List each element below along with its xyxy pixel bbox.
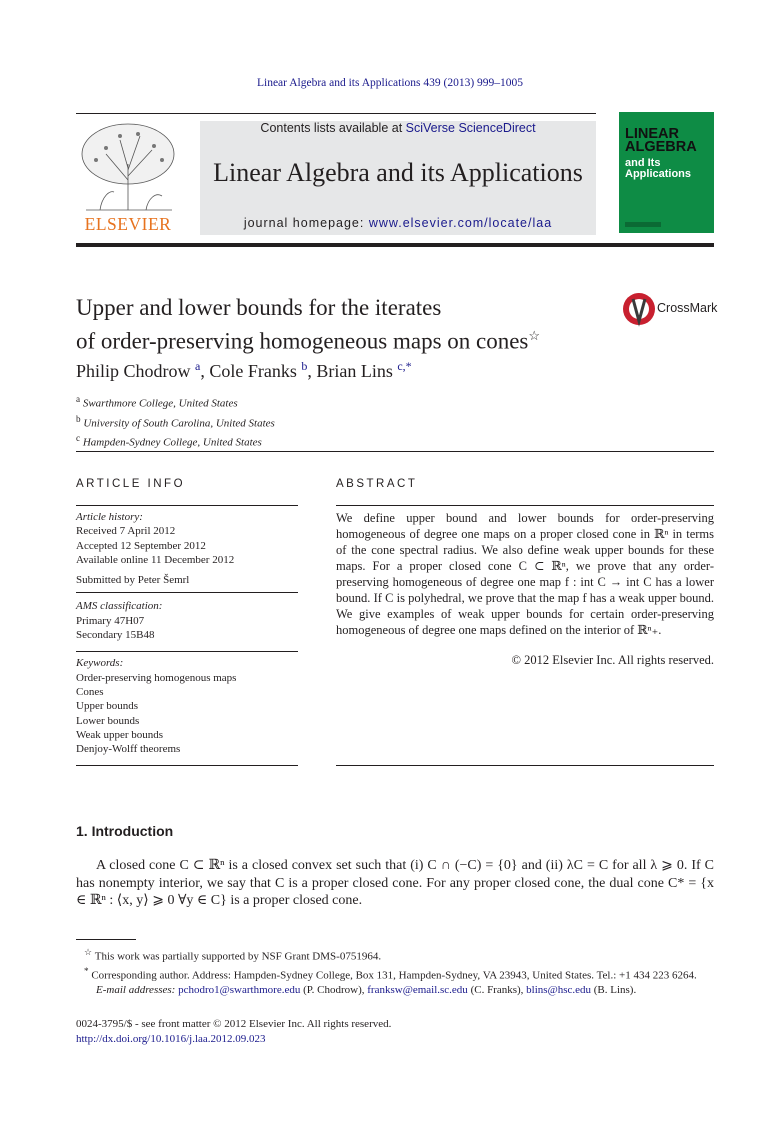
author-affiliation-link[interactable]: a	[195, 359, 201, 373]
abstract-rule	[336, 765, 714, 766]
author-name: Brian Lins	[316, 361, 393, 381]
affiliation-item	[76, 412, 275, 432]
keyword-item: Weak upper bounds	[76, 728, 164, 741]
affiliation-mark: a	[76, 394, 81, 404]
footnote-text: Corresponding author. Address: Hampden-Sydney College, Box 131, Hampden-Sydney, VA 23943, United States. Tel.: +1 434 223 6264.	[91, 969, 697, 982]
author-name: Philip Chodrow	[76, 361, 191, 381]
author-list: Philip Chodrow $^a$, Cole Franks $^b$, Brian Lins $^{c,*}$	[76, 359, 412, 381]
email-owner: (B. Lins).	[593, 984, 637, 997]
crossmark-icon[interactable]	[621, 291, 657, 327]
cover-subtitle-line2: Applications	[625, 168, 692, 180]
author-affiliation-link[interactable]: b	[301, 359, 308, 373]
footnote-corresponding	[76, 964, 714, 983]
affiliation-text: Hampden-Sydney College, United States	[82, 436, 262, 449]
affiliation-mark: c	[76, 433, 81, 444]
abstract-heading: ABSTRACT	[336, 478, 418, 490]
ams-label: AMS classification:	[76, 600, 163, 613]
footnote-funding	[76, 945, 714, 964]
affiliation-text: Swarthmore College, United States	[82, 397, 238, 410]
contents-line	[200, 121, 596, 135]
email-link[interactable]: franksw@email.sc.edu	[367, 984, 468, 997]
affiliation-item	[76, 431, 275, 451]
keyword-item: Lower bounds	[76, 714, 140, 727]
cover-footer-mark	[625, 222, 661, 227]
author-affiliation-link[interactable]: c,*	[397, 359, 412, 373]
history-label: Article history:	[76, 511, 143, 523]
info-rule	[76, 592, 298, 593]
email-link[interactable]: pchodro1@swarthmore.edu	[178, 984, 301, 997]
accepted-date: Accepted 12 September 2012	[76, 539, 206, 552]
keyword-item: Denjoy-Wolff theorems	[76, 743, 181, 756]
author-name: Cole Franks	[209, 361, 297, 381]
cover-title-line1: LINEAR	[625, 126, 679, 142]
elsevier-wordmark: ELSEVIER	[84, 214, 172, 234]
footnote-text: This work was partially supported by NSF Grant DMS-0751964.	[94, 950, 382, 963]
ams-secondary: Secondary 15B48	[76, 629, 155, 642]
sciencedirect-link[interactable]: SciVerse ScienceDirect	[405, 121, 536, 135]
cover-title-line2: ALGEBRA	[625, 139, 697, 155]
homepage-prefix: journal homepage:	[243, 216, 369, 230]
affiliation-text: University of South Carolina, United States	[83, 417, 275, 430]
front-matter	[76, 1017, 391, 1046]
contents-prefix: Contents lists available at	[260, 121, 406, 135]
title-line-2	[76, 322, 616, 356]
affiliation-rule	[76, 451, 714, 452]
email-label: E-mail addresses:	[96, 984, 176, 997]
article-info	[76, 510, 298, 756]
homepage-link[interactable]: www.elsevier.com/locate/laa	[368, 216, 553, 230]
title-line-2-text: of order-preserving homogeneous maps on cones	[76, 328, 529, 354]
issn-line: 0024-3795/$ - see front matter © 2012 Elsevier Inc. All rights reserved.	[76, 1018, 392, 1030]
ams-primary: Primary 47H07	[76, 614, 145, 627]
online-date: Available online 11 December 2012	[76, 553, 235, 566]
info-rule	[76, 765, 298, 766]
footnote-mark: *	[84, 966, 89, 977]
keywords-label: Keywords:	[76, 657, 124, 670]
abstract-text: We define upper bound and lower bounds for order-preserving homogeneous of degree one maps on a proper closed cone in ℝⁿ in terms of the cone spectral radius. We also define weak upper bounds for these maps. For a proper closed cone C ⊂ ℝⁿ, we prove that any order-preserving homogeneous of degree one map f : int C → int C has a lower bound. If C is polyhedral, we prove that the map f has a weak upper bound. We give examples of weak upper bounds for certain order-preserving homogeneous of degree one maps defined on the interior of ℝⁿ₊.	[336, 511, 714, 637]
footnote-rule	[76, 939, 136, 940]
article-info-heading: ARTICLE INFO	[76, 478, 186, 490]
abstract-rule	[336, 505, 714, 506]
journal-cover	[619, 112, 714, 233]
affiliation-list	[76, 392, 275, 451]
crossmark-label[interactable]: CrossMark	[657, 301, 718, 315]
keyword-item: Order-preserving homogenous maps	[76, 671, 237, 684]
header-thick-rule	[76, 243, 714, 247]
section-heading: 1. Introduction	[76, 823, 174, 839]
footnote-mark: ☆	[84, 947, 93, 957]
doi-link[interactable]: http://dx.doi.org/10.1016/j.laa.2012.09.023	[76, 1032, 266, 1045]
cover-subtitle	[625, 158, 691, 180]
abstract-copyright: © 2012 Elsevier Inc. All rights reserved.	[511, 653, 714, 667]
intro-paragraph: A closed cone C ⊂ ℝⁿ is a closed convex set such that (i) C ∩ (−C) = {0} and (ii) λC = C for all λ ⩾ 0. If C has nonempty interior, we say that C is a proper closed cone. For any proper closed cone, the dual cone C* = {x ∈ ℝⁿ : ⟨x, y⟩ ⩾ 0 ∀y ∈ C} is a proper closed cone.	[76, 858, 714, 908]
affiliation-item	[76, 392, 275, 412]
email-owner: (P. Chodrow),	[303, 984, 365, 997]
journal-reference[interactable]: Linear Algebra and its Applications 439 (2013) 999–1005	[256, 77, 524, 89]
header-rule	[76, 113, 596, 114]
cover-title	[625, 128, 697, 154]
received-date: Received 7 April 2012	[76, 525, 176, 538]
journal-title: Linear Algebra and its Applications	[213, 158, 583, 187]
info-rule	[76, 651, 298, 652]
keyword-item: Upper bounds	[76, 700, 139, 713]
submitted-by: Submitted by Peter Šemrl	[76, 574, 190, 587]
footnotes	[76, 945, 714, 998]
article-title	[76, 294, 616, 356]
email-link[interactable]: blins@hsc.edu	[526, 984, 591, 997]
footnote-emails	[76, 983, 714, 998]
elsevier-tree-logo	[76, 120, 180, 216]
homepage-line	[200, 216, 596, 230]
keyword-item: Cones	[76, 685, 104, 698]
info-rule	[76, 505, 298, 506]
cover-subtitle-line1: and Its	[625, 157, 661, 169]
title-line-1: Upper and lower bounds for the iterates	[76, 295, 442, 320]
email-owner: (C. Franks),	[470, 984, 524, 997]
title-footnote-mark[interactable]: ☆	[528, 328, 541, 343]
affiliation-mark: b	[76, 413, 81, 424]
